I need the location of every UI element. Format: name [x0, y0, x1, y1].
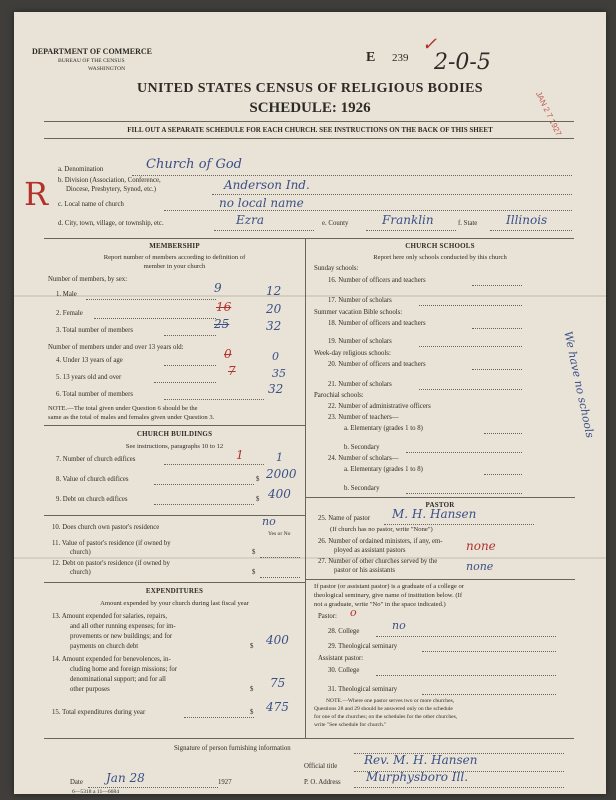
rule [44, 138, 574, 139]
q2-value-a: 16 [216, 300, 232, 314]
q23b-label: b. Secondary [344, 444, 380, 451]
q29-label: 29. Theological seminary [328, 643, 398, 650]
q10-value: no [262, 515, 276, 528]
po-address-value: Murphysboro Ill. [366, 770, 469, 784]
q14-label-2: cluding home and foreign missions; for [70, 666, 178, 673]
city-name: WASHINGTON [88, 66, 126, 72]
weekday-schools-label: Week-day religious schools: [314, 350, 391, 357]
dotted-line [164, 365, 216, 366]
division-label-cont: Diocese, Presbytery, Synod, etc.) [66, 186, 156, 193]
pastor-note: NOTE.—Where one pastor serves two or more churches, [326, 698, 455, 704]
q18-label: 18. Number of officers and teachers [328, 320, 426, 327]
dollar-sign: $ [256, 476, 260, 483]
q22-label: 22. Number of administrative officers [328, 403, 431, 410]
form-number: 6—5318 a 11—6684 [72, 789, 120, 794]
dotted-line [132, 175, 572, 176]
q15-value: 475 [266, 700, 289, 714]
yes-or-no-hint: Yes or No [268, 531, 291, 537]
q24b-label: b. Secondary [344, 485, 380, 492]
q13-label-2: and all other running expenses; for im- [70, 623, 176, 630]
q25-hint: (If church has no pastor, write "None") [330, 526, 433, 533]
q3-label: 3. Total number of members [56, 327, 133, 334]
date-value: Jan 28 [106, 771, 145, 785]
pastor-note-2: Questions 28 and 29 should be answered only on the schedule [314, 706, 453, 712]
q14-label: 14. Amount expended for benevolences, in- [52, 656, 171, 663]
dotted-line [164, 464, 264, 465]
denomination-label: a. Denomination [58, 166, 104, 173]
rule [44, 121, 574, 122]
official-title-value: Rev. M. H. Hansen [364, 753, 478, 767]
q26-label-2: ployed as assistant pastors [334, 547, 406, 554]
red-check-mark: ✓ [422, 34, 438, 55]
q7-value-b: 1 [276, 451, 283, 464]
pastor-name-value: M. H. Hansen [392, 507, 477, 521]
dotted-line [94, 318, 216, 319]
q2-value-b: 20 [266, 302, 282, 316]
form-subtitle: SCHEDULE: 1926 [249, 100, 371, 116]
local-name-label: c. Local name of church [58, 201, 124, 208]
q5-value-a: 7 [228, 364, 236, 378]
dotted-line [406, 452, 522, 453]
schools-heading: CHURCH SCHOOLS [405, 242, 475, 250]
dollar-sign: $ [252, 569, 256, 576]
q13-value: 400 [266, 633, 289, 647]
received-date-stamp: JAN 2 7 1927 [533, 90, 564, 138]
q1-label: 1. Male [56, 291, 77, 298]
q7-value-a: 1 [236, 448, 244, 462]
q21-label: 21. Number of scholars [328, 381, 392, 388]
q14-label-4: other purposes [70, 686, 110, 693]
date-label: Date [70, 779, 83, 786]
dotted-line [260, 577, 300, 578]
q13-label-3: provements or new buildings; and for [70, 633, 173, 640]
dotted-line [419, 346, 522, 347]
signature-label: Signature of person furnishing information [174, 745, 291, 752]
q3-value-a: 25 [214, 317, 230, 331]
q20-label: 20. Number of officers and teachers [328, 361, 426, 368]
q27-label: 27. Number of other churches served by the [318, 558, 438, 565]
q23-label: 23. Number of teachers— [328, 414, 399, 421]
expenditures-intro: Amount expended by your church during last fiscal year [100, 600, 249, 607]
official-title-label: Official title [304, 763, 338, 770]
q24a-label: a. Elementary (grades 1 to 8) [344, 466, 423, 473]
dotted-line [376, 636, 556, 637]
dotted-line [154, 484, 254, 485]
column-divider [305, 238, 306, 738]
dotted-line [212, 194, 572, 195]
dotted-line [419, 305, 522, 306]
rule [305, 579, 575, 580]
rule [44, 425, 305, 426]
dotted-line [154, 504, 254, 505]
q1-value-b: 12 [266, 284, 282, 298]
q12-label: 12. Debt on pastor's residence (if owned by [52, 560, 170, 567]
dotted-line [88, 787, 218, 788]
stamp-number: 239 [392, 52, 409, 64]
q7-label: 7. Number of church edifices [56, 456, 136, 463]
pastor-note-3: for one of the churches; on the schedules for the other churches, [314, 714, 458, 720]
q13-label: 13. Amount expended for salaries, repairs, [52, 613, 168, 620]
q9-label: 9. Debt on church edifices [56, 496, 128, 503]
membership-note-2: same as the total of males and females given under Question 3. [48, 414, 215, 421]
dotted-line [366, 230, 456, 231]
q28-label: 28. College [328, 628, 360, 635]
dotted-line [472, 328, 522, 329]
dotted-line [354, 787, 564, 788]
buildings-intro: See instructions, paragraphs 10 to 12 [125, 443, 224, 450]
dotted-line [490, 230, 572, 231]
dotted-line [376, 675, 556, 676]
q13-label-4: payments on church debt [70, 643, 139, 650]
dotted-line [214, 230, 314, 231]
dotted-line [164, 399, 264, 400]
q3-value-b: 32 [266, 319, 282, 333]
q30-label: 30. College [328, 667, 360, 674]
state-label: f. State [458, 220, 478, 227]
grid-top-rule [44, 238, 574, 239]
dotted-line [260, 557, 300, 558]
q1-value-a: 9 [214, 281, 222, 295]
expenditures-heading: EXPENDITURES [145, 587, 204, 595]
q27-label-2: pastor or his assistants [334, 567, 395, 574]
q27-value: none [466, 560, 494, 573]
dollar-sign: $ [250, 643, 254, 650]
dollar-sign: $ [256, 496, 260, 503]
q14-label-3: denominational support; and for all [70, 676, 166, 683]
handwritten-file-number: 2-0-5 [434, 50, 491, 75]
q11-label: 11. Value of pastor's residence (if owned by [52, 540, 171, 547]
q4-label: 4. Under 13 years of age [56, 357, 123, 364]
q31-label: 31. Theological seminary [328, 686, 398, 693]
file-letter: E [366, 50, 376, 65]
county-label: e. County [322, 220, 349, 227]
dotted-line [86, 299, 216, 300]
q4-value-a: 0 [224, 347, 232, 361]
dotted-line [472, 285, 522, 286]
dollar-sign: $ [252, 549, 256, 556]
local-name-value: no local name [219, 196, 304, 210]
q6-value: 32 [268, 382, 284, 396]
dotted-line [419, 389, 522, 390]
division-value: Anderson Ind. [224, 178, 310, 192]
division-label: b. Division (Association, Conference, [58, 177, 161, 184]
form-title: UNITED STATES CENSUS OF RELIGIOUS BODIES [136, 81, 483, 96]
q25-label: 25. Name of pastor [318, 515, 371, 522]
q23a-label: a. Elementary (grades 1 to 8) [344, 425, 423, 432]
dotted-line [406, 493, 522, 494]
q28-value: no [392, 619, 406, 632]
graduate-instruction-3: not a graduate, write "No" in the space indicated.) [314, 601, 446, 608]
dotted-line [484, 433, 522, 434]
fill-out-instruction: FILL OUT A SEPARATE SCHEDULE FOR EACH CHURCH. SEE INSTRUCTIONS ON THE BACK OF THIS SHEET [127, 126, 493, 134]
grid-bottom-rule [44, 738, 574, 739]
dotted-line [422, 694, 556, 695]
membership-intro: Report number of members according to definition of [103, 254, 246, 261]
q9-value: 400 [268, 487, 291, 501]
rule [305, 497, 575, 498]
year-label: 1927 [218, 779, 232, 786]
dotted-line [384, 524, 534, 525]
dotted-line [154, 382, 216, 383]
q11-label-cont: church) [70, 549, 91, 556]
fold-crease [14, 295, 606, 297]
q26-value: none [466, 539, 496, 553]
dotted-line [472, 369, 522, 370]
q2-label: 2. Female [56, 310, 83, 317]
rule [44, 582, 305, 583]
census-schedule-sheet [14, 12, 606, 794]
q24-label: 24. Number of scholars— [328, 455, 399, 462]
q8-value: 2000 [266, 467, 297, 481]
q6-label: 6. Total number of members [56, 391, 133, 398]
membership-heading: MEMBERSHIP [149, 242, 200, 250]
red-tick: o [350, 606, 357, 619]
q5-label: 5. 13 years old and over [56, 374, 122, 381]
membership-note: NOTE.—The total given under Question 6 should be the [48, 405, 198, 412]
members-by-age-label: Number of members under and over 13 years old: [48, 344, 184, 351]
bureau-name: BUREAU OF THE CENSUS [58, 58, 125, 64]
dotted-line [164, 210, 572, 211]
members-by-sex-label: Number of members, by sex: [48, 276, 128, 283]
dollar-sign: $ [250, 686, 254, 693]
summer-schools-label: Summer vacation Bible schools: [314, 309, 403, 316]
fold-crease-lower [14, 557, 606, 559]
q10-label: 10. Does church own pastor's residence [52, 524, 160, 531]
q19-label: 19. Number of scholars [328, 338, 392, 345]
pastor-subheading: Pastor: [318, 613, 337, 620]
q4-value-b: 0 [272, 350, 279, 363]
pastor-note-4: write "See schedule for church." [314, 722, 387, 728]
schools-intro: Report here only schools conducted by this church [373, 254, 507, 261]
parochial-schools-label: Parochial schools: [314, 392, 364, 399]
dollar-sign: $ [250, 709, 254, 716]
membership-intro-2: member in your church [143, 263, 206, 270]
q12-label-cont: church) [70, 569, 91, 576]
sunday-schools-label: Sunday schools: [314, 265, 359, 272]
po-address-label: P. O. Address [304, 779, 341, 786]
no-schools-margin-note: We have no schools [561, 330, 597, 440]
q16-label: 16. Number of officers and teachers [328, 277, 426, 284]
buildings-heading: CHURCH BUILDINGS [136, 430, 213, 438]
city-label: d. City, town, village, or township, etc. [58, 220, 164, 227]
graduate-instruction: If pastor (or assistant pastor) is a graduate of a college or [314, 583, 464, 590]
pastor-heading: PASTOR [425, 501, 455, 509]
q15-label: 15. Total expenditures during year [52, 709, 146, 716]
department-name: DEPARTMENT OF COMMERCE [32, 47, 153, 56]
red-r-mark: R [24, 175, 49, 213]
denomination-value: Church of God [146, 157, 242, 172]
county-value: Franklin [382, 213, 434, 227]
city-value: Ezra [236, 213, 264, 227]
dotted-line [484, 474, 522, 475]
q26-label: 26. Number of ordained ministers, if any, em- [318, 538, 443, 545]
dotted-line [422, 651, 556, 652]
q17-label: 17. Number of scholars [328, 297, 392, 304]
q8-label: 8. Value of church edifices [56, 476, 129, 483]
state-value: Illinois [506, 213, 548, 227]
graduate-instruction-2: theological seminary, give name of institution below. (If [314, 592, 463, 599]
q5-value-b: 35 [272, 367, 286, 380]
assistant-pastor-subheading: Assistant pastor: [318, 655, 364, 662]
dotted-line [164, 335, 216, 336]
dotted-line [184, 717, 254, 718]
q14-value: 75 [270, 676, 286, 690]
